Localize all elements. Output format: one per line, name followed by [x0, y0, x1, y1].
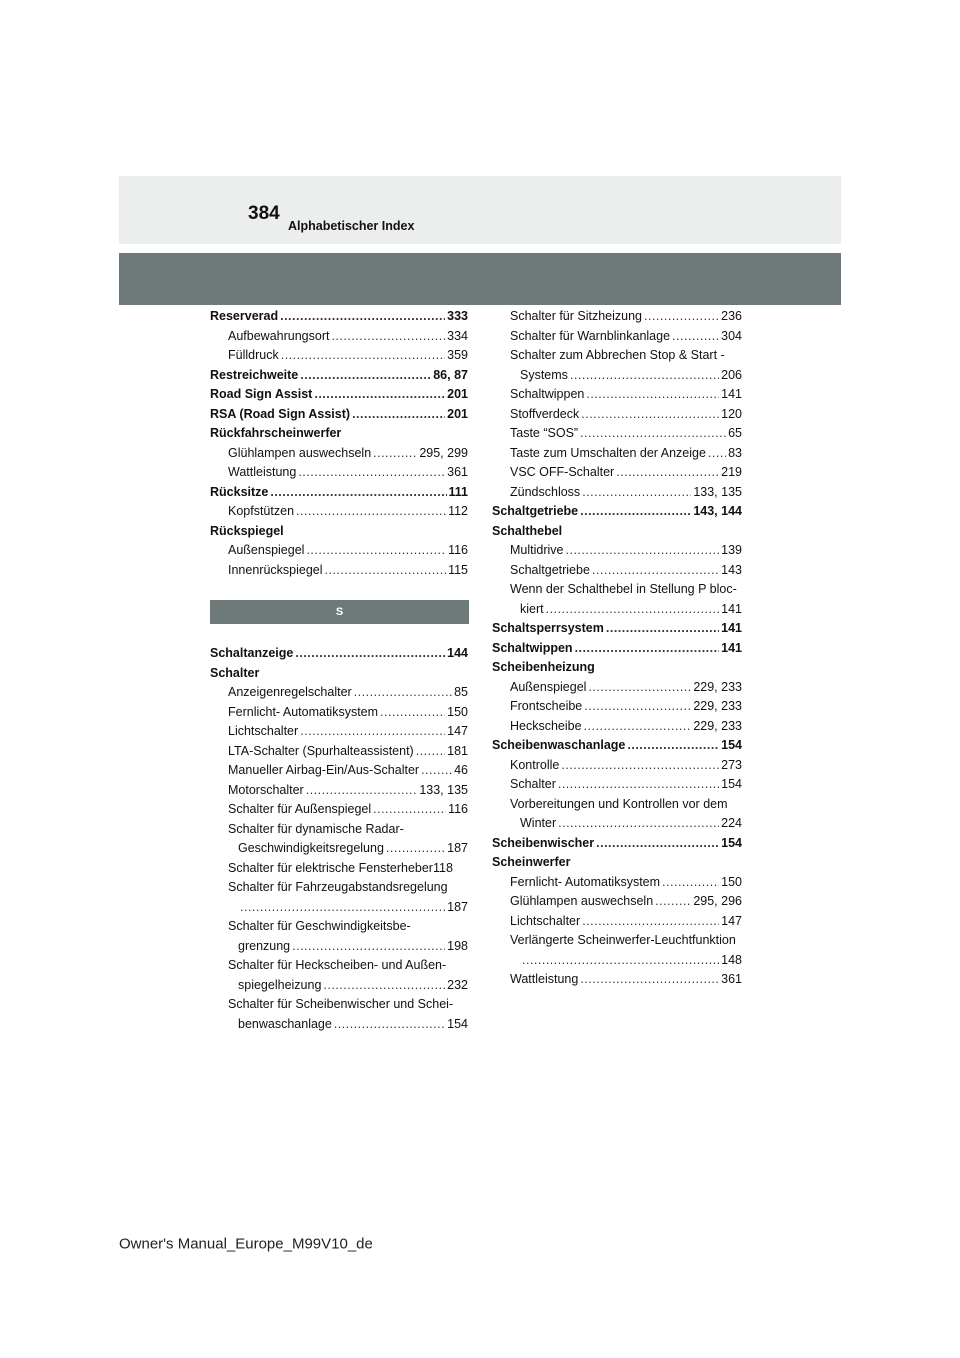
- index-entry-text: Schalter für Scheibenwischer und Schei-: [228, 997, 454, 1011]
- index-column-right: [492, 307, 742, 990]
- index-heading: Scheibenheizung: [492, 660, 595, 674]
- entry-text: grenzung: [238, 938, 291, 953]
- entry-page: 141: [721, 640, 742, 655]
- index-entry: [492, 327, 742, 347]
- entry-text: Schaltwippen: [510, 387, 585, 401]
- index-entry: [210, 327, 468, 347]
- dot-leader: [292, 937, 445, 957]
- entry-page: 154: [721, 835, 742, 850]
- dot-leader: [280, 307, 445, 327]
- entry-page: 112: [448, 504, 468, 518]
- index-entry: [492, 892, 742, 912]
- entry-page: 65: [728, 426, 742, 440]
- entry-text: Reserverad: [210, 309, 279, 323]
- entry-text: Glühlampen auswechseln: [510, 894, 654, 908]
- index-entry: [492, 834, 742, 854]
- dot-leader: [334, 1015, 445, 1035]
- index-entry: [492, 541, 742, 561]
- dot-leader: [298, 463, 445, 483]
- entry-page: 229, 233: [693, 699, 742, 713]
- entry-page: 359: [447, 348, 468, 362]
- letter-section-bar: S: [210, 600, 469, 624]
- entry-text: Fernlicht- Automatiksystem: [228, 704, 379, 719]
- entry-page: 181: [447, 743, 468, 758]
- index-entry-text: Schalter für dynamische Radar-: [228, 821, 404, 836]
- entry-text: Rücksitze: [210, 484, 269, 499]
- entry-page: 150: [721, 874, 742, 889]
- entry-text: Taste zum Umschalten der Anzeige: [510, 445, 706, 460]
- entry-text: Heckscheibe: [510, 718, 582, 733]
- dot-leader: [352, 405, 445, 425]
- index-entry: [210, 937, 468, 957]
- dot-leader: [616, 463, 719, 483]
- entry-page: 150: [447, 704, 468, 719]
- index-entry: [492, 970, 742, 990]
- entry-page: 141: [721, 387, 742, 401]
- index-heading: Schalthebel: [492, 523, 563, 538]
- dot-leader: [592, 561, 719, 581]
- entry-text: kiert: [520, 601, 544, 616]
- index-entry: [210, 839, 468, 859]
- index-entry: [210, 683, 468, 703]
- index-entry: [492, 775, 742, 795]
- entry-page: 116: [448, 802, 468, 816]
- entry-text: Schaltgetriebe: [510, 562, 590, 577]
- dot-leader: [270, 483, 446, 503]
- entry-page: 236: [721, 309, 742, 323]
- entry-page: 232: [447, 977, 468, 992]
- entry-page: 139: [721, 543, 742, 557]
- dot-leader: [546, 600, 720, 620]
- dot-leader: [586, 385, 719, 405]
- entry-text: Kopfstützen: [228, 504, 295, 518]
- index-group: [492, 619, 742, 795]
- entry-text: Aufbewahrungsort: [228, 328, 330, 343]
- index-heading: Scheinwerfer: [492, 855, 571, 869]
- index-entry: [492, 873, 742, 893]
- dot-leader: [331, 327, 445, 347]
- dot-leader: [306, 781, 418, 801]
- index-entry: [210, 742, 468, 762]
- index-group: [492, 307, 742, 346]
- dot-leader: [582, 912, 719, 932]
- footer-manual-id: Owner's Manual_Europe_M99V10_de: [119, 1235, 373, 1253]
- index-entry: [492, 678, 742, 698]
- entry-text: Lichtschalter: [228, 724, 299, 738]
- dot-leader: [386, 839, 445, 859]
- entry-text: Schalter: [510, 777, 556, 791]
- entry-page: 116: [448, 543, 468, 557]
- dot-leader: [373, 444, 417, 464]
- index-entry: [210, 976, 468, 996]
- entry-page: 133, 135: [693, 484, 742, 499]
- entry-page: 111: [448, 484, 468, 499]
- index-entry: [492, 697, 742, 717]
- entry-text: Schaltsperrsystem: [492, 621, 604, 635]
- entry-text: Scheibenwaschanlage: [492, 738, 626, 752]
- index-entry: [210, 800, 468, 820]
- dot-leader: [584, 717, 692, 737]
- entry-text: Zündschloss: [510, 484, 581, 499]
- entry-text: Motorschalter: [228, 782, 304, 797]
- entry-text: Schalter für Außenspiegel: [228, 802, 372, 816]
- dot-leader: [566, 541, 720, 561]
- entry-page: 154: [447, 1016, 468, 1031]
- index-entry: [492, 307, 742, 327]
- dot-leader: [300, 722, 445, 742]
- index-entry: [210, 366, 468, 386]
- entry-page: 201: [447, 406, 468, 421]
- entry-page: 229, 233: [693, 718, 742, 733]
- dot-leader: [575, 639, 720, 659]
- entry-text: LTA-Schalter (Spurhalteassistent): [228, 743, 414, 758]
- entry-page: 143: [721, 562, 742, 577]
- entry-text: Geschwindigkeitsregelung: [238, 841, 384, 855]
- entry-text: Manueller Airbag-Ein/Aus-Schalter: [228, 763, 420, 777]
- entry-text: VSC OFF-Schalter: [510, 465, 615, 479]
- entry-page: 361: [447, 465, 468, 479]
- dot-leader: [522, 951, 719, 971]
- index-entry: [492, 483, 742, 503]
- index-entry-text: Schalter für Heckscheiben- und Außen-: [228, 958, 447, 972]
- entry-page: 83: [728, 445, 742, 460]
- index-entry: [492, 619, 742, 639]
- dot-leader: [580, 970, 719, 990]
- dot-leader: [596, 834, 719, 854]
- entry-page: 86, 87: [433, 367, 468, 382]
- dot-leader: [558, 814, 719, 834]
- dot-leader: [584, 697, 691, 717]
- entry-page: 141: [721, 601, 742, 616]
- dot-leader: [306, 541, 446, 561]
- header-band: [119, 176, 841, 244]
- entry-page: 118: [432, 860, 453, 875]
- index-group: [492, 385, 742, 580]
- index-entry: [492, 366, 742, 386]
- entry-text: Road Sign Assist: [210, 387, 313, 401]
- dot-leader: [581, 405, 719, 425]
- entry-page: 147: [721, 913, 742, 928]
- index-entry: [210, 502, 468, 522]
- index-entry: [210, 722, 468, 742]
- dot-leader: [325, 561, 447, 581]
- entry-text: Außenspiegel: [228, 543, 305, 557]
- dot-leader: [672, 327, 719, 347]
- entry-page: 334: [447, 328, 468, 343]
- entry-text: Lichtschalter: [510, 913, 581, 928]
- entry-page: 273: [721, 757, 742, 772]
- entry-page: 46: [454, 763, 468, 777]
- entry-text: Stoffverdeck: [510, 406, 580, 421]
- entry-text: Außenspiegel: [510, 679, 587, 694]
- index-heading: Rückspiegel: [210, 523, 284, 538]
- index-entry: [210, 307, 468, 327]
- entry-text: Schalter für Warnblinkanlage: [510, 328, 671, 343]
- dot-leader: [588, 678, 691, 698]
- entry-text: Schaltgetriebe: [492, 504, 579, 518]
- entry-page: 115: [448, 562, 468, 577]
- index-entry: [492, 385, 742, 405]
- index-entry: [492, 502, 742, 522]
- entry-page: 120: [721, 406, 742, 421]
- index-entry: [492, 814, 742, 834]
- entry-text: Schalter für Sitzheizung: [510, 309, 643, 323]
- entry-text: Schaltwippen: [492, 640, 573, 655]
- dot-leader: [240, 898, 445, 918]
- dot-leader: [580, 424, 726, 444]
- entry-text: Glühlampen auswechseln: [228, 445, 372, 460]
- dot-leader: [582, 483, 691, 503]
- entry-page: 201: [447, 387, 468, 401]
- index-entry: [492, 444, 742, 464]
- index-entry: [210, 405, 468, 425]
- entry-text: spiegelheizung: [238, 977, 322, 992]
- entry-page: 224: [721, 816, 742, 830]
- dot-leader: [416, 742, 445, 762]
- index-entry: [210, 444, 468, 464]
- entry-text: Scheibenwischer: [492, 835, 595, 850]
- dot-leader: [570, 366, 719, 386]
- dot-leader: [561, 756, 719, 776]
- index-entry-text: Schalter für Geschwindigkeitsbe-: [228, 919, 411, 933]
- dot-leader: [644, 307, 719, 327]
- entry-page: 154: [721, 777, 742, 791]
- index-heading: Rückfahrscheinwerfer: [210, 426, 342, 440]
- dot-leader: [314, 385, 445, 405]
- dot-leader: [655, 892, 691, 912]
- index-entry: [210, 483, 468, 503]
- index-entry: [210, 463, 468, 483]
- index-entry: [492, 561, 742, 581]
- index-entry: [492, 951, 742, 971]
- dot-leader: [295, 644, 445, 664]
- dot-leader: [558, 775, 719, 795]
- index-entry: [492, 424, 742, 444]
- index-entry: [492, 756, 742, 776]
- index-entry: [492, 639, 742, 659]
- index-entry: [210, 346, 468, 366]
- dot-leader: [323, 976, 445, 996]
- entry-page: 187: [447, 841, 468, 855]
- entry-page: 304: [721, 328, 742, 343]
- dot-leader: [354, 683, 452, 703]
- index-entry: [210, 703, 468, 723]
- entry-page: 295, 296: [693, 894, 742, 908]
- index-group: [210, 307, 468, 580]
- entry-text: Anzeigenregelschalter: [228, 685, 352, 699]
- dot-leader: [580, 502, 691, 522]
- index-entry: [492, 717, 742, 737]
- index-group: [492, 834, 742, 932]
- entry-page: 229, 233: [693, 679, 742, 694]
- section-title: Alphabetischer Index: [288, 219, 415, 233]
- entry-text: Restreichweite: [210, 367, 299, 382]
- index-entry: [492, 405, 742, 425]
- entry-page: 187: [447, 899, 468, 914]
- entry-text: Innenrückspiegel: [228, 562, 323, 577]
- dot-leader: [662, 873, 719, 893]
- entry-text: Fernlicht- Automatiksystem: [510, 874, 661, 889]
- entry-page: 154: [721, 738, 742, 752]
- entry-text: Taste “SOS”: [510, 426, 579, 440]
- entry-text: Wattleistung: [228, 465, 297, 479]
- index-entry: [210, 541, 468, 561]
- entry-page: 85: [454, 685, 468, 699]
- entry-page: 133, 135: [419, 782, 468, 797]
- index-entry: [492, 600, 742, 620]
- dot-leader: [296, 502, 446, 522]
- entry-text: Multidrive: [510, 543, 564, 557]
- index-entry: [492, 736, 742, 756]
- entry-text: Wattleistung: [510, 972, 579, 986]
- dot-leader: [281, 346, 445, 366]
- entry-page: 361: [721, 972, 742, 986]
- dot-leader: [606, 619, 719, 639]
- dot-leader: [421, 761, 452, 781]
- index-entry: [210, 644, 468, 664]
- dot-leader: [627, 736, 719, 756]
- index-entry: [210, 781, 468, 801]
- index-entry: [210, 859, 468, 879]
- index-entry: [210, 898, 468, 918]
- index-entry: [492, 463, 742, 483]
- index-entry-text: Schalter für Fahrzeugabstandsregelung: [228, 880, 448, 894]
- index-entry-text: Schalter zum Abbrechen Stop & Start -: [510, 348, 725, 362]
- entry-page: 148: [721, 952, 742, 967]
- entry-text: Schalter für elektrische Fensterheber: [228, 860, 433, 875]
- page-number: 384: [248, 203, 280, 224]
- entry-text: Fülldruck: [228, 348, 279, 362]
- entry-text: Kontrolle: [510, 757, 560, 772]
- index-group: [210, 644, 468, 820]
- index-group: [492, 970, 742, 990]
- index-entry: [210, 1015, 468, 1035]
- entry-page: 143, 144: [693, 504, 742, 518]
- index-entry-text: Wenn der Schalthebel in Stellung P bloc-: [510, 582, 737, 596]
- dot-leader: [380, 703, 445, 723]
- entry-text: RSA (Road Sign Assist): [210, 406, 351, 421]
- entry-page: 295, 299: [419, 445, 468, 460]
- dot-leader: [373, 800, 446, 820]
- index-entry: [210, 761, 468, 781]
- dot-leader: [708, 444, 726, 464]
- entry-page: 198: [447, 938, 468, 953]
- index-entry: [492, 912, 742, 932]
- entry-text: Frontscheibe: [510, 699, 583, 713]
- entry-page: 141: [721, 621, 742, 635]
- entry-page: 206: [721, 367, 742, 382]
- entry-page: 219: [721, 465, 742, 479]
- index-entry-text: Vorbereitungen und Kontrollen vor dem: [510, 796, 728, 811]
- header-divider-band: [119, 253, 841, 305]
- entry-text: Winter: [520, 816, 557, 830]
- index-column-left: [210, 307, 468, 1034]
- entry-text: benwaschanlage: [238, 1016, 332, 1031]
- entry-text: Schaltanzeige: [210, 646, 294, 660]
- entry-text: Systems: [520, 367, 568, 382]
- index-entry-text: Verlängerte Scheinwerfer-Leuchtfunktion: [510, 933, 736, 947]
- index-heading: Schalter: [210, 665, 260, 680]
- index-entry: [210, 561, 468, 581]
- dot-leader: [300, 366, 431, 386]
- entry-page: 333: [447, 309, 468, 323]
- entry-page: 144: [447, 646, 468, 660]
- index-entry: [210, 385, 468, 405]
- entry-page: 147: [447, 724, 468, 738]
